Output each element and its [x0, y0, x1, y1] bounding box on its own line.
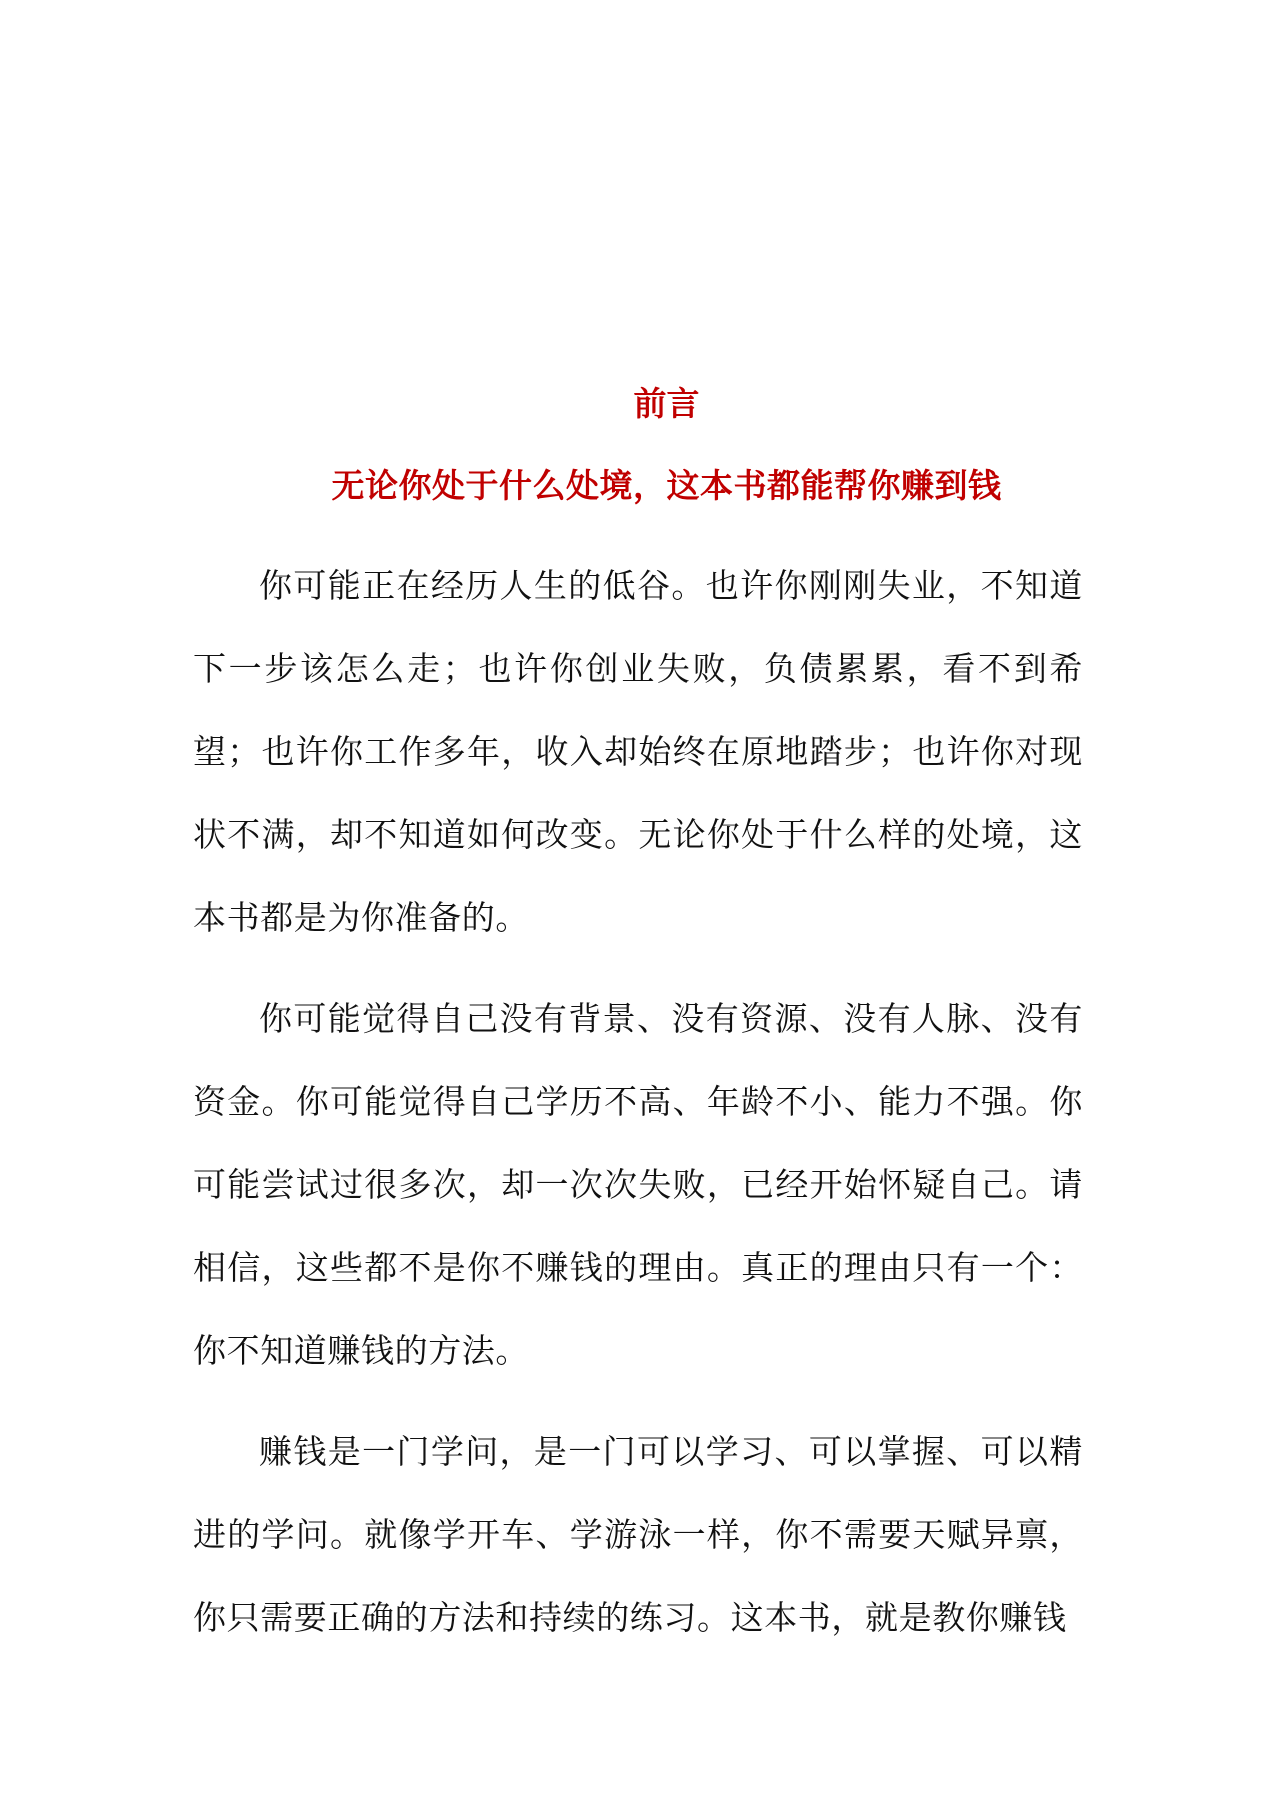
page-subtitle: 无论你处于什么处境，这本书都能帮你赚到钱	[331, 466, 1002, 505]
paragraph-1: 你可能正在经历人生的低谷。也许你刚刚失业，不知道下一步该怎么走；也许你创业失败，负债累累，看不到希望；也许你工作多年，收入却始终在原地踏步；也许你对现状不满，却不知道如何改变。无论你处于什么样的处境，这本书都是为你准备的。	[193, 566, 1083, 937]
paragraph-2: 你可能觉得自己没有背景、没有资源、没有人脉、没有资金。你可能觉得自己学历不高、年龄不小、能力不强。你可能尝试过很多次，却一次次失败，已经开始怀疑自己。请相信，这些都不是你不赚钱的理由。真正的理由只有一个：你不知道赚钱的方法。	[193, 999, 1083, 1370]
body-text	[193, 544, 1083, 1677]
page-title: 前言	[633, 384, 700, 423]
paragraph-3: 赚钱是一门学问，是一门可以学习、可以掌握、可以精进的学问。就像学开车、学游泳一样，你不需要天赋异禀，你只需要正确的方法和持续的练习。这本书，就是教你赚钱	[193, 1432, 1083, 1637]
